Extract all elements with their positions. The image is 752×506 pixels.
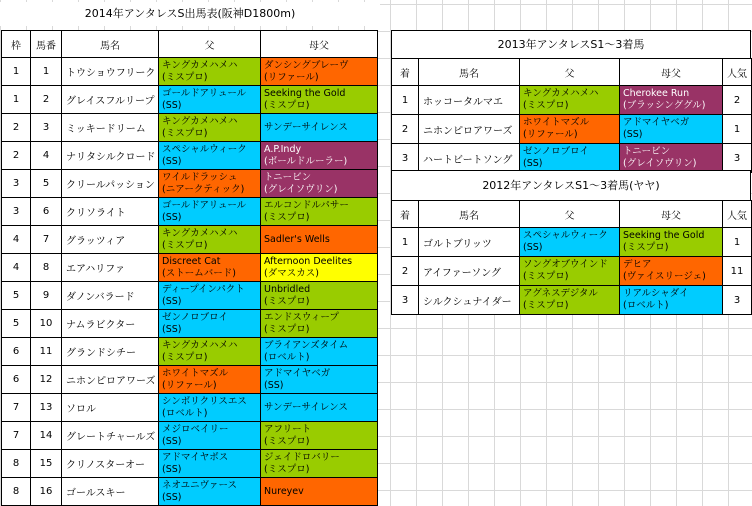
horse-name-cell: エアハリファ (62, 254, 159, 282)
umaban-cell: 11 (31, 338, 62, 366)
table-row (392, 286, 752, 315)
umaban-cell: 9 (31, 282, 62, 310)
sire-cell-name: キングカメハメハ (162, 339, 238, 351)
sire-cell-line: (ストームバード) (162, 267, 236, 279)
dam-sire-cell (261, 114, 378, 142)
sire-cell-name: ディープインパクト (162, 283, 245, 295)
header-dam-sire: 母父 (261, 31, 378, 58)
sire-cell (159, 86, 261, 114)
sire-cell-line: (ミスプロ) (523, 271, 569, 282)
dam-sire-cell-line: (ヴァイスリージェ) (623, 271, 706, 282)
dam-sire-cell-line: (SS) (623, 129, 643, 140)
umaban-cell: 14 (31, 422, 62, 450)
sire-cell-name: ワイルドラッシュ (162, 171, 238, 183)
dam-sire-cell (261, 86, 378, 114)
finish-cell: 3 (392, 144, 419, 173)
sire-cell (159, 310, 261, 338)
popularity-cell: 1 (723, 228, 752, 257)
finish-cell: 1 (392, 86, 419, 115)
waku-cell: 8 (2, 450, 31, 478)
sire-cell-line: (SS) (162, 99, 182, 111)
sire-cell-line: (SS) (162, 295, 182, 307)
waku-cell: 4 (2, 226, 31, 254)
horse-name-cell: クリールパッション (62, 170, 159, 198)
dam-sire-cell-line: (ミスプロ) (264, 463, 310, 475)
horse-name-cell: ナリタシルクロード (62, 142, 159, 170)
dam-sire-cell-line: (ダマスカス) (264, 267, 319, 279)
umaban-cell: 10 (31, 310, 62, 338)
sire-cell-name: ホワイトマズル (162, 367, 229, 379)
sire-cell-name: スペシャルウィーク (162, 143, 247, 155)
sire-cell-line: (ニアークティック) (162, 183, 245, 195)
sire-cell-name: ゴールドアリュール (162, 87, 247, 99)
table-row (392, 228, 752, 257)
results-2012-header (392, 201, 752, 228)
waku-cell: 3 (2, 198, 31, 226)
dam-sire-cell-name: Unbridled (264, 283, 311, 295)
sire-cell-name: Discreet Cat (162, 255, 221, 267)
dam-sire-cell-name: サンデーサイレンス (264, 401, 348, 413)
dam-sire-cell (261, 226, 378, 254)
table-row (2, 478, 378, 506)
horse-name-cell: ソロル (62, 394, 159, 422)
horse-name-cell: グラッツィア (62, 226, 159, 254)
table-row (2, 254, 378, 282)
dam-sire-cell-name: Afternoon Deelites (264, 255, 353, 267)
sire-cell (520, 228, 620, 257)
dam-sire-cell-name: サンデーサイレンス (264, 121, 348, 133)
table-row (392, 257, 752, 286)
table-row (2, 366, 378, 394)
dam-sire-cell-name: エルコンドルパサー (264, 199, 349, 211)
header-popularity: 人気 (723, 201, 752, 228)
sire-cell-line: (リファール) (523, 129, 578, 140)
table-row (2, 58, 378, 86)
dam-sire-cell (261, 422, 378, 450)
waku-cell: 8 (2, 478, 31, 506)
popularity-cell: 1 (723, 115, 752, 144)
header-popularity: 人気 (723, 59, 752, 86)
dam-sire-cell-name: アドマイヤベガ (264, 367, 331, 379)
dam-sire-cell-name: アドマイヤベガ (623, 117, 690, 128)
results-2012-table (391, 200, 752, 315)
horse-name-cell: クリソライト (62, 198, 159, 226)
dam-sire-cell-name: A.P.Indy (264, 143, 302, 155)
waku-cell: 5 (2, 282, 31, 310)
sire-cell-line: (ミスプロ) (162, 127, 208, 139)
dam-sire-cell (261, 170, 378, 198)
header-horse-name: 馬名 (419, 201, 520, 228)
sire-cell-name: ゼンノロブロイ (523, 146, 589, 157)
waku-cell: 2 (2, 142, 31, 170)
dam-sire-cell (261, 338, 378, 366)
waku-cell: 6 (2, 338, 31, 366)
dam-sire-cell (261, 450, 378, 478)
waku-cell: 2 (2, 114, 31, 142)
horse-name-cell: ホッコータルマエ (419, 86, 520, 115)
sire-cell (159, 450, 261, 478)
sire-cell (159, 282, 261, 310)
dam-sire-cell-line: (グレイソヴリン) (264, 183, 338, 195)
dam-sire-cell-line: (ミスプロ) (264, 99, 310, 111)
header-horse-name: 馬名 (62, 31, 159, 58)
table-row (2, 142, 378, 170)
table-row (2, 338, 378, 366)
sire-cell-name: アグネスデジタル (523, 288, 598, 299)
umaban-cell: 13 (31, 394, 62, 422)
table-row (2, 394, 378, 422)
sire-cell-name: キングカメハメハ (162, 59, 238, 71)
sire-cell-name: キングカメハメハ (162, 227, 238, 239)
popularity-cell: 3 (723, 286, 752, 315)
sire-cell (159, 254, 261, 282)
dam-sire-cell (261, 366, 378, 394)
waku-cell: 7 (2, 422, 31, 450)
sire-cell-name: ネオユニヴァース (162, 479, 238, 491)
dam-sire-cell-line: (ミスプロ) (623, 242, 669, 253)
waku-cell: 7 (2, 394, 31, 422)
sire-cell-line: (SS) (162, 491, 182, 503)
entry-table-header (2, 31, 378, 58)
popularity-cell: 11 (723, 257, 752, 286)
dam-sire-cell-line: (ミスプロ) (264, 295, 310, 307)
horse-name-cell: ニホンピロアワーズ (62, 366, 159, 394)
horse-name-cell: ゴルトブリッツ (419, 228, 520, 257)
horse-name-cell: アイファーソング (419, 257, 520, 286)
sire-cell (159, 226, 261, 254)
sire-cell (520, 257, 620, 286)
umaban-cell: 16 (31, 478, 62, 506)
dam-sire-cell (620, 86, 723, 115)
umaban-cell: 7 (31, 226, 62, 254)
dam-sire-cell-name: アフリート (264, 423, 312, 435)
horse-name-cell: グレートチャールズ (62, 422, 159, 450)
horse-name-cell: ナムラビクター (62, 310, 159, 338)
main-table-title: 2014年アンタレスS出馬表(阪神D1800m) (0, 2, 380, 26)
sire-cell (159, 58, 261, 86)
waku-cell: 6 (2, 366, 31, 394)
dam-sire-cell (620, 115, 723, 144)
umaban-cell: 3 (31, 114, 62, 142)
dam-sire-cell (261, 282, 378, 310)
sire-cell (159, 478, 261, 506)
header-finish: 着 (392, 59, 419, 86)
sire-cell (159, 114, 261, 142)
dam-sire-cell-line: (ロベルト) (623, 300, 669, 311)
waku-cell: 1 (2, 58, 31, 86)
sire-cell-line: (SS) (162, 211, 182, 223)
header-dam-sire: 母父 (620, 59, 723, 86)
dam-sire-cell-line: (ミスプロ) (264, 323, 310, 335)
sire-cell-name: シンボリクリスエス (162, 395, 247, 407)
umaban-cell: 8 (31, 254, 62, 282)
dam-sire-cell-name: Seeking the Gold (264, 87, 346, 99)
sire-cell-name: スペシャルウィーク (523, 230, 608, 241)
popularity-cell: 2 (723, 86, 752, 115)
entry-table (1, 30, 378, 506)
dam-sire-cell-name: トニービン (623, 146, 671, 157)
dam-sire-cell (620, 228, 723, 257)
dam-sire-cell (261, 478, 378, 506)
sire-cell-line: (SS) (162, 323, 182, 335)
horse-name-cell: トウショウフリーク (62, 58, 159, 86)
sire-cell (520, 115, 620, 144)
header-sire: 父 (520, 201, 620, 228)
dam-sire-cell-name: ダンシングブレーヴ (264, 59, 349, 71)
sire-cell-line: (ミスプロ) (162, 351, 208, 363)
sire-cell-line: (SS) (162, 463, 182, 475)
dam-sire-cell (261, 394, 378, 422)
header-sire: 父 (520, 59, 620, 86)
sire-cell (159, 170, 261, 198)
table-row (2, 310, 378, 338)
results-2013-title: 2013年アンタレスS1～3着馬 (391, 30, 751, 59)
table-row (2, 226, 378, 254)
sire-cell-name: ゼンノロブロイ (162, 311, 228, 323)
dam-sire-cell (261, 198, 378, 226)
sire-cell (520, 86, 620, 115)
dam-sire-cell-name: Cherokee Run (623, 88, 690, 99)
dam-sire-cell-name: Nureyev (264, 485, 304, 497)
dam-sire-cell-line: (ブラッシンググル) (623, 100, 706, 111)
sire-cell-line: (ミスプロ) (523, 100, 569, 111)
horse-name-cell: ミッキードリーム (62, 114, 159, 142)
horse-name-cell: ダノンバラード (62, 282, 159, 310)
sire-cell-name: ソングオブウインド (523, 259, 608, 270)
umaban-cell: 4 (31, 142, 62, 170)
sire-cell-line: (SS) (523, 242, 543, 253)
sire-cell-name: キングカメハメハ (162, 115, 238, 127)
dam-sire-cell-line: (ミスプロ) (264, 435, 310, 447)
dam-sire-cell-line: (グレイソヴリン) (623, 158, 697, 169)
dam-sire-cell (620, 286, 723, 315)
table-row (2, 114, 378, 142)
table-row (392, 86, 752, 115)
table-row (2, 86, 378, 114)
results-2013-header (392, 59, 752, 86)
table-row (392, 115, 752, 144)
sire-cell (159, 198, 261, 226)
dam-sire-cell-line: (SS) (264, 379, 284, 391)
sire-cell (159, 142, 261, 170)
header-umaban: 馬番 (31, 31, 62, 58)
header-horse-name: 馬名 (419, 59, 520, 86)
umaban-cell: 15 (31, 450, 62, 478)
table-row (2, 422, 378, 450)
dam-sire-cell-name: ブライアンズタイム (264, 339, 349, 351)
finish-cell: 2 (392, 115, 419, 144)
horse-name-cell: グレイスフルリープ (62, 86, 159, 114)
sire-cell-line: (SS) (523, 158, 543, 169)
dam-sire-cell-name: ジェイドロバリー (264, 451, 340, 463)
sire-cell-name: メジロベイリー (162, 423, 229, 435)
table-row (2, 198, 378, 226)
dam-sire-cell-name: トニービン (264, 171, 312, 183)
dam-sire-cell (261, 310, 378, 338)
umaban-cell: 12 (31, 366, 62, 394)
horse-name-cell: ニホンピロアワーズ (419, 115, 520, 144)
finish-cell: 3 (392, 286, 419, 315)
dam-sire-cell-line: (ミスプロ) (264, 211, 310, 223)
dam-sire-cell-name: Sadler's Wells (264, 233, 330, 245)
sire-cell (159, 422, 261, 450)
sire-cell (520, 144, 620, 173)
sire-cell-line: (ミスプロ) (162, 71, 208, 83)
header-sire: 父 (159, 31, 261, 58)
dam-sire-cell (261, 58, 378, 86)
dam-sire-cell-line: (リファール) (264, 71, 319, 83)
horse-name-cell: グランドシチー (62, 338, 159, 366)
finish-cell: 2 (392, 257, 419, 286)
dam-sire-cell (620, 257, 723, 286)
umaban-cell: 6 (31, 198, 62, 226)
dam-sire-cell-line: (ボールドルーラー) (264, 155, 348, 167)
sire-cell-name: キングカメハメハ (523, 88, 599, 99)
dam-sire-cell-name: リアルシャダイ (623, 288, 689, 299)
header-waku: 枠 (2, 31, 31, 58)
sire-cell-name: ゴールドアリュール (162, 199, 247, 211)
waku-cell: 1 (2, 86, 31, 114)
sire-cell (520, 286, 620, 315)
umaban-cell: 2 (31, 86, 62, 114)
umaban-cell: 1 (31, 58, 62, 86)
results-2013-table (391, 58, 752, 173)
table-row (392, 144, 752, 173)
dam-sire-cell (261, 142, 378, 170)
sire-cell-line: (ミスプロ) (162, 239, 208, 251)
results-2012-title: 2012年アンタレスS1～3着馬(ヤヤ) (391, 170, 751, 201)
dam-sire-cell-name: Seeking the Gold (623, 230, 705, 241)
dam-sire-cell-name: デヒア (623, 259, 652, 270)
sire-cell-name: アドマイヤボス (162, 451, 229, 463)
sire-cell (159, 394, 261, 422)
sire-cell (159, 366, 261, 394)
table-row (2, 450, 378, 478)
table-row (2, 282, 378, 310)
horse-name-cell: シルクシュナイダー (419, 286, 520, 315)
waku-cell: 3 (2, 170, 31, 198)
sire-cell-line: (ミスプロ) (523, 300, 569, 311)
table-row (2, 170, 378, 198)
dam-sire-cell-line: (ロベルト) (264, 351, 310, 363)
sire-cell-line: (リファール) (162, 379, 217, 391)
umaban-cell: 5 (31, 170, 62, 198)
dam-sire-cell-name: エンドスウィープ (264, 311, 339, 323)
horse-name-cell: クリノスターオー (62, 450, 159, 478)
waku-cell: 4 (2, 254, 31, 282)
horse-name-cell: ゴールスキー (62, 478, 159, 506)
horse-name-cell: ハートビートソング (419, 144, 520, 173)
header-dam-sire: 母父 (620, 201, 723, 228)
popularity-cell: 3 (723, 144, 752, 173)
finish-cell: 1 (392, 228, 419, 257)
sire-cell (159, 338, 261, 366)
sire-cell-line: (SS) (162, 435, 182, 447)
sire-cell-name: ホワイトマズル (523, 117, 590, 128)
waku-cell: 5 (2, 310, 31, 338)
sire-cell-line: (ロベルト) (162, 407, 208, 419)
dam-sire-cell (620, 144, 723, 173)
sire-cell-line: (SS) (162, 155, 182, 167)
dam-sire-cell (261, 254, 378, 282)
header-finish: 着 (392, 201, 419, 228)
